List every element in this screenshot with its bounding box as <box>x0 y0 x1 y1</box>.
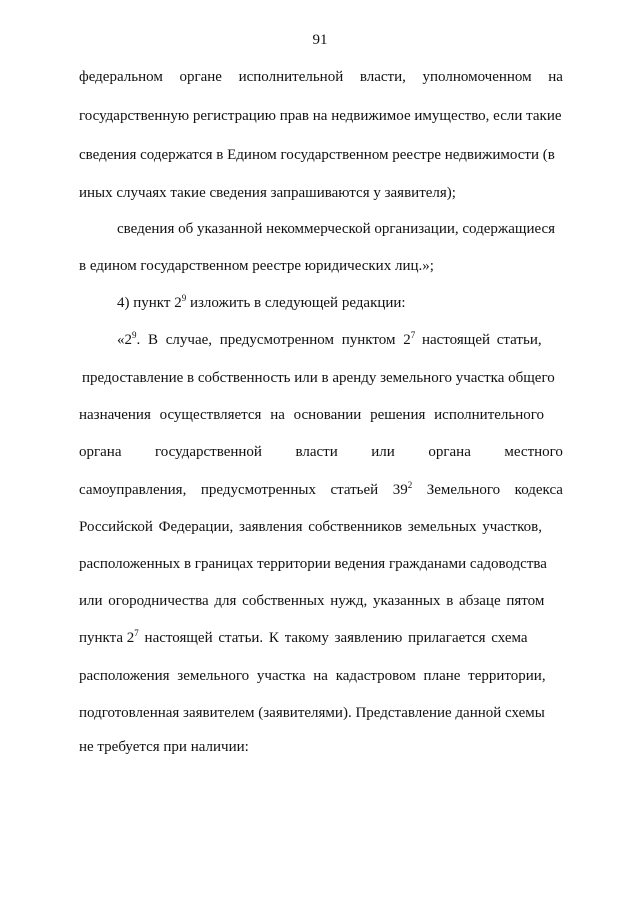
text-line-3: сведения содержатся в Едином государственном реестре недвижимости (в <box>79 147 555 163</box>
text-fragment: настоящей статьи. К такому заявлению прилагается схема <box>138 630 528 646</box>
text-line-17: расположения земельного участка на кадастровом плане территории, <box>79 668 546 684</box>
text-fragment: изложить в следующей редакции: <box>186 295 406 311</box>
word: органа <box>79 444 122 460</box>
word: органе <box>179 69 222 85</box>
text-fragment: настоящей статьи, <box>415 332 542 348</box>
word: предусмотренных <box>200 482 316 498</box>
text-fragment: 4) пункт 2 <box>117 295 182 311</box>
superscript: 7 <box>134 628 139 638</box>
word: власти, <box>359 69 406 85</box>
superscript: 2 <box>407 480 413 490</box>
word: статьей <box>330 482 379 498</box>
text-line-19: не требуется при наличии: <box>79 739 249 755</box>
word: уполномоченном <box>422 69 532 85</box>
word: или <box>371 444 395 460</box>
text-fragment: 39 <box>392 482 408 498</box>
text-line-4: иных случаях такие сведения запрашиваются у заявителя); <box>79 185 456 201</box>
text-line-8 <box>117 330 563 350</box>
superscript: 9 <box>132 330 137 340</box>
text-line-5: сведения об указанной некоммерческой организации, содержащиеся <box>117 221 556 237</box>
text-line-18: подготовленная заявителем (заявителями). Представление данной схемы <box>79 705 545 721</box>
word <box>393 480 413 500</box>
word: местного <box>504 444 563 460</box>
word: на <box>548 69 563 85</box>
word: власти <box>295 444 338 460</box>
text-line-12 <box>79 480 563 500</box>
text-line-10: назначения осуществляется на основании решения исполнительного <box>79 407 545 423</box>
text-line-7 <box>117 293 563 313</box>
text-fragment: «2 <box>117 332 132 348</box>
text-line-6: в едином государственном реестре юридических лиц.»; <box>79 258 434 274</box>
text-line-11 <box>79 442 563 462</box>
superscript: 9 <box>181 293 187 303</box>
word: кодекса <box>514 482 563 498</box>
text-line-16 <box>79 628 563 648</box>
word: государственной <box>155 444 262 460</box>
text-fragment: . В случае, предусмотренном пунктом 2 <box>136 332 411 348</box>
text-line-2: государственную регистрацию прав на недвижимое имущество, если такие <box>79 108 562 124</box>
text-line-1 <box>79 67 563 87</box>
word: федеральном <box>79 69 163 85</box>
text-line-13: Российской Федерации, заявления собственников земельных участков, <box>79 519 543 535</box>
word: самоуправления, <box>79 482 187 498</box>
word: исполнительной <box>238 69 344 85</box>
word: органа <box>428 444 471 460</box>
text-fragment: пункта 2 <box>79 630 135 646</box>
word: Земельного <box>426 482 501 498</box>
superscript: 7 <box>410 330 416 340</box>
page-number: 91 <box>312 32 328 48</box>
text-line-15: или огородничества для собственных нужд, указанных в абзаце пятом <box>79 593 545 609</box>
text-line-9: предоставление в собственность или в аренду земельного участка общего <box>82 370 555 386</box>
text-line-14: расположенных в границах территории ведения гражданами садоводства <box>79 556 547 572</box>
